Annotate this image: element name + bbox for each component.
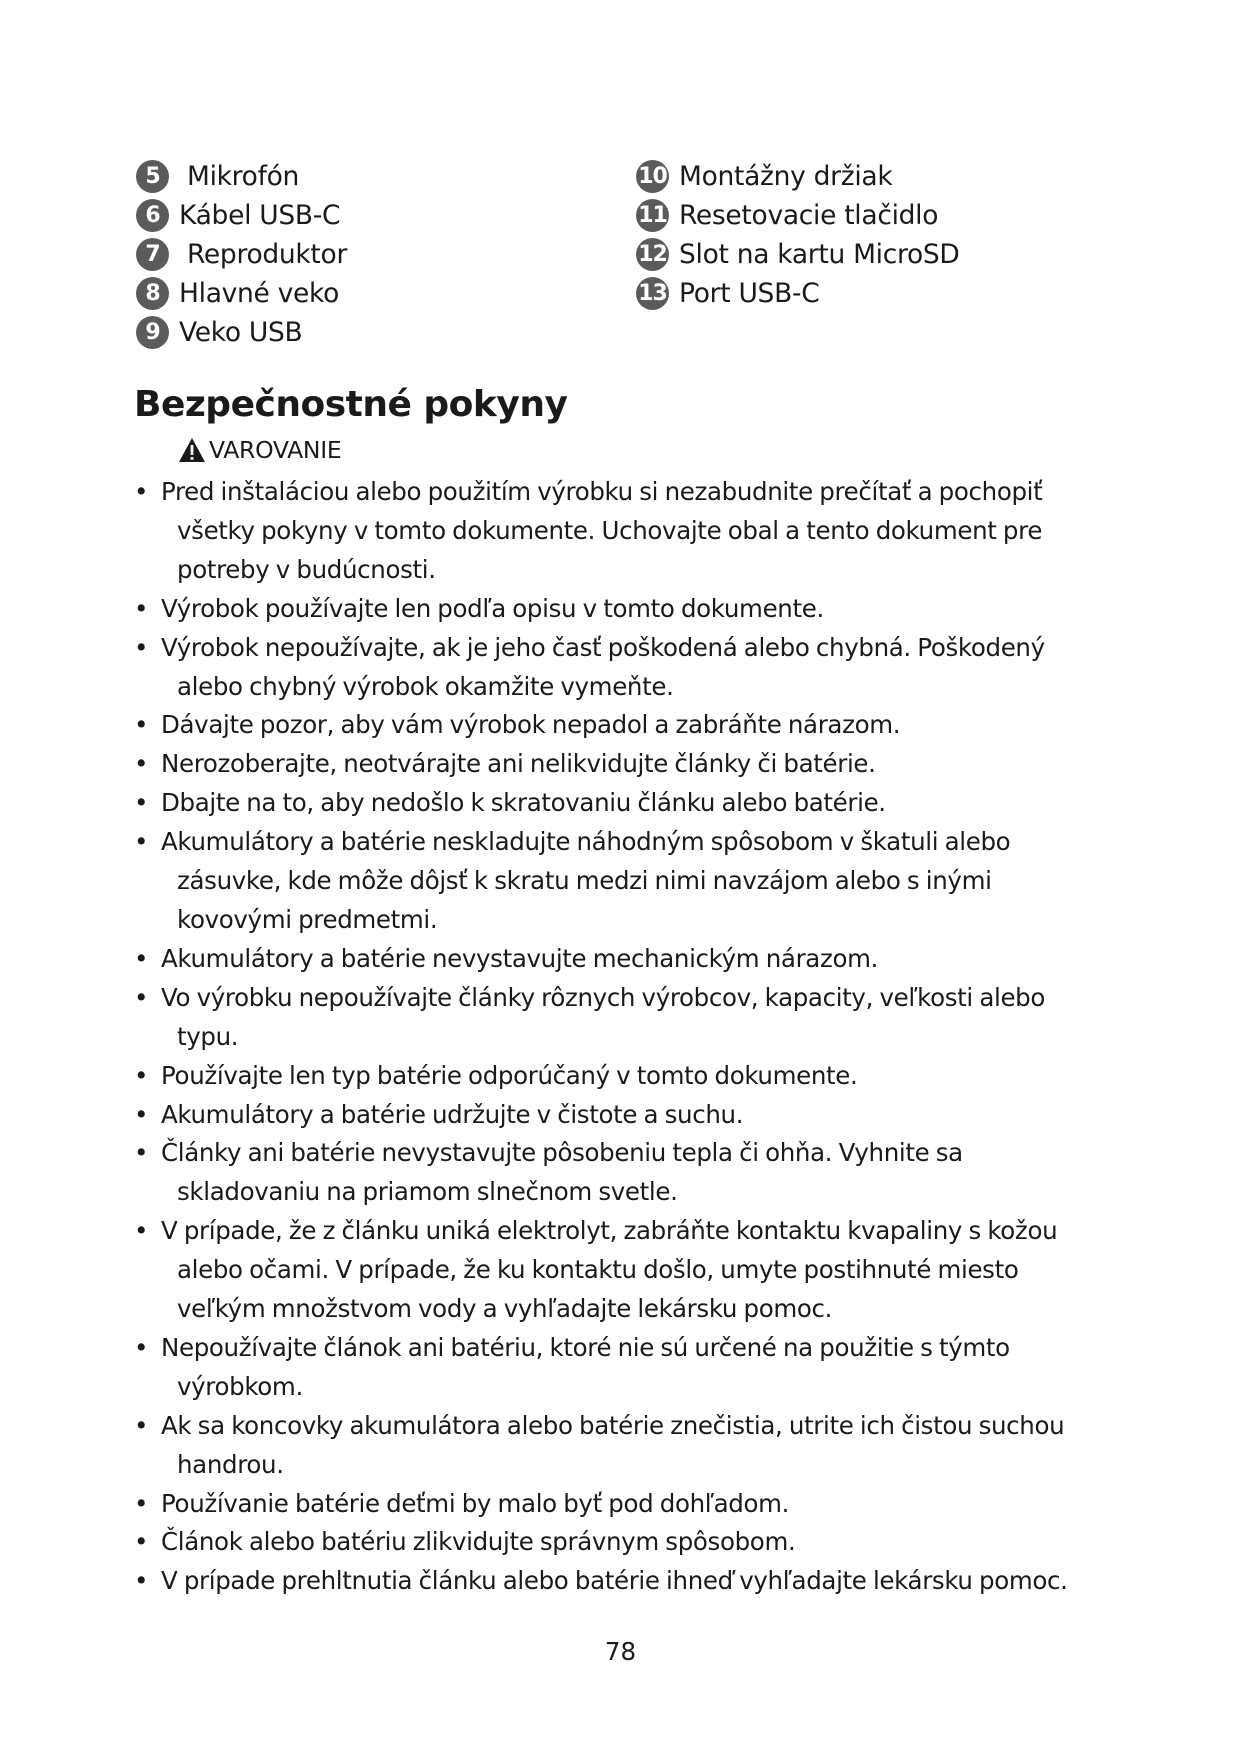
part-number-badge: 7 (136, 238, 169, 271)
part-number-badge: 11 (636, 199, 669, 232)
list-item (130, 940, 1110, 979)
list-item-text: • Nepoužívajte článok ani batériu, ktoré nie sú určené na použitie s týmto výrobkom. (161, 1332, 1010, 1401)
part-item (136, 313, 347, 352)
warning-triangle-icon (178, 437, 206, 463)
list-item-text: • Výrobok nepoužívajte, ak je jeho časť poškodená alebo chybná. Poškodený alebo chybný výrobok okamžite vymeňte. (161, 632, 1045, 701)
list-item (130, 1212, 1110, 1329)
part-label: Reproduktor (187, 239, 348, 270)
list-item (130, 706, 1110, 745)
list-item (130, 1057, 1110, 1096)
list-item (130, 823, 1110, 940)
list-item-text: • Pred inštaláciou alebo použitím výrobku si nezabudnite prečítať a pochopiť všetky pokyny v tomto dokumente. Uchovajte obal a tento dokument pre potreby v budúcnosti. (161, 477, 1043, 584)
part-item (636, 196, 960, 235)
list-item-text: • Akumulátory a batérie nevystavujte mechanickým nárazom. (161, 943, 879, 973)
list-item (130, 473, 1110, 590)
list-item (130, 979, 1110, 1057)
part-label: Montážny držiak (679, 161, 893, 192)
list-item-text: • Články ani batérie nevystavujte pôsobeniu tepla či ohňa. Vyhnite sa skladovaniu na priamom slnečnom svetle. (161, 1138, 963, 1207)
part-number-badge: 8 (136, 277, 169, 310)
part-item (636, 274, 960, 313)
warning-label: VAROVANIE (209, 436, 342, 464)
part-item (136, 274, 347, 313)
list-item (130, 590, 1110, 629)
part-item (636, 157, 960, 196)
section-heading: Bezpečnostné pokyny (134, 384, 568, 425)
part-number-badge: 12 (636, 238, 669, 271)
part-item (136, 235, 347, 274)
list-item (130, 629, 1110, 707)
list-item-text: • Akumulátory a batérie neskladujte náhodným spôsobom v škatuli alebo zásuvke, kde môže dôjsť k skratu medzi nimi navzájom alebo s inými kovovými predmetmi. (161, 827, 1011, 934)
list-item-text: • Ak sa koncovky akumulátora alebo batérie znečistia, utrite ich čistou suchou handrou. (161, 1410, 1065, 1479)
list-item (130, 1523, 1110, 1562)
page-number: 78 (604, 1637, 637, 1666)
parts-column-left (136, 157, 347, 352)
warning-label-row (178, 436, 341, 464)
part-label: Resetovacie tlačidlo (679, 200, 939, 231)
list-item-text: • Výrobok používajte len podľa opisu v tomto dokumente. (161, 593, 824, 623)
list-item (130, 1329, 1110, 1407)
part-item (636, 235, 960, 274)
list-item-text: • V prípade, že z článku uniká elektrolyt, zabráňte kontaktu kvapaliny s kožou alebo očami. V prípade, že ku kontaktu došlo, umyte postihnuté miesto veľkým množstvom vody a vyhľadajte lekársku pomoc. (161, 1216, 1058, 1324)
part-item (136, 157, 347, 196)
list-item-text: • V prípade prehltnutia článku alebo batérie ihneď vyhľadajte lekársku pomoc. (161, 1566, 1068, 1596)
list-item-text: • Používajte len typ batérie odporúčaný v tomto dokumente. (161, 1060, 858, 1090)
part-number-badge: 13 (636, 277, 669, 310)
list-item-text: • Vo výrobku nepoužívajte články rôznych výrobcov, kapacity, veľkosti alebo typu. (161, 982, 1046, 1051)
list-item (130, 784, 1110, 823)
part-label: Mikrofón (187, 161, 300, 192)
parts-column-right (636, 157, 960, 313)
list-item-text: • Používanie batérie deťmi by malo byť pod dohľadom. (161, 1488, 790, 1518)
list-item-text: • Článok alebo batériu zlikvidujte správnym spôsobom. (161, 1527, 796, 1557)
list-item-text: • Dbajte na to, aby nedošlo k skratovaniu článku alebo batérie. (161, 788, 886, 818)
part-item (136, 196, 347, 235)
part-label: Kábel USB-C (179, 200, 341, 231)
list-item (130, 745, 1110, 784)
part-label: Hlavné veko (179, 278, 340, 309)
part-number-badge: 9 (136, 316, 169, 349)
list-item (130, 1562, 1110, 1601)
part-label: Port USB-C (679, 278, 820, 309)
list-item-text: • Akumulátory a batérie udržujte v čistote a suchu. (161, 1099, 744, 1129)
list-item (130, 1096, 1110, 1135)
list-item (130, 1407, 1110, 1485)
part-label: Slot na kartu MicroSD (679, 239, 960, 270)
list-item-text: • Dávajte pozor, aby vám výrobok nepadol a zabráňte nárazom. (161, 710, 901, 740)
part-number-badge: 6 (136, 199, 169, 232)
part-label: Veko USB (179, 317, 303, 348)
list-item (130, 1485, 1110, 1524)
safety-instructions-list (130, 473, 1110, 1601)
list-item-text: • Nerozoberajte, neotvárajte ani nelikvidujte články či batérie. (161, 749, 876, 779)
part-number-badge: 10 (636, 160, 669, 193)
list-item (130, 1134, 1110, 1212)
part-number-badge: 5 (136, 160, 169, 193)
